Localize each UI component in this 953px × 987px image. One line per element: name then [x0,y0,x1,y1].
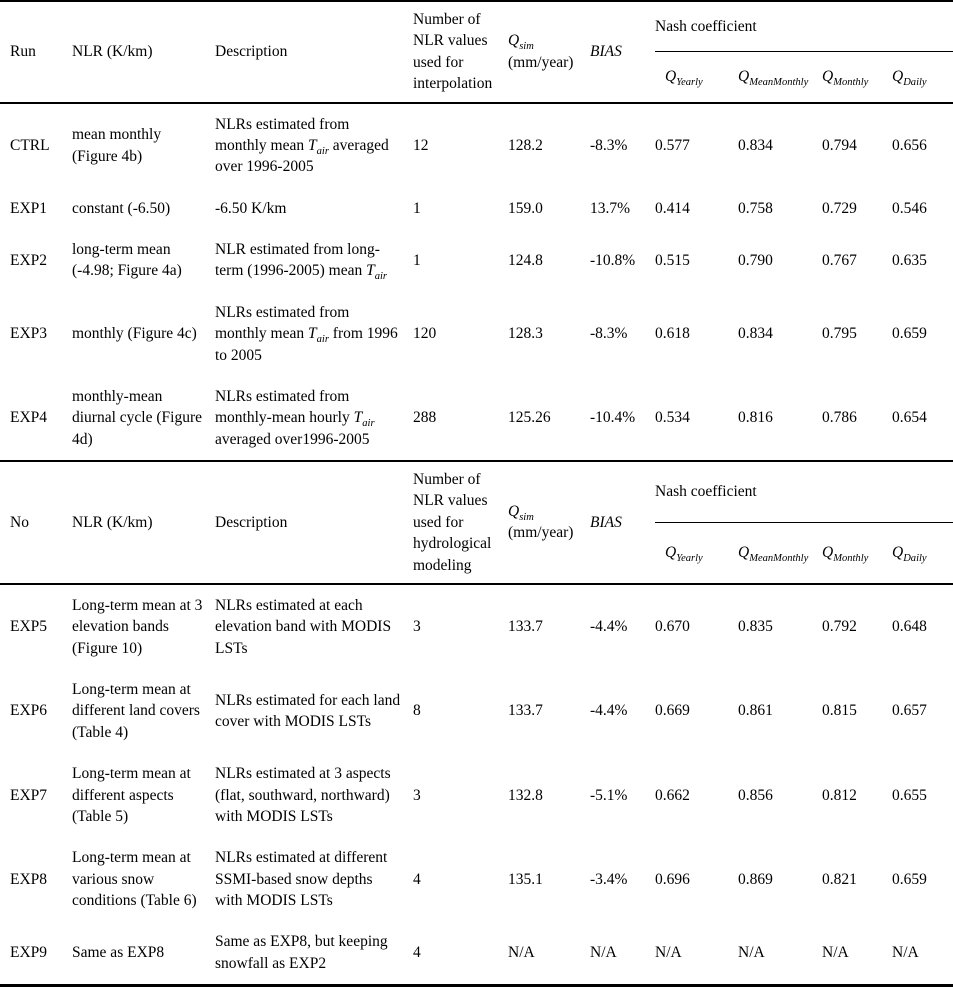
q-monthly-cell: 0.767 [822,251,857,269]
bias-cell: -4.4% [590,702,628,720]
description-cell: NLRs estimated at each elevation band with MODIS LSTs [215,596,392,657]
header-q-monthly: $Q_{Monthly}$ [822,52,892,103]
table-row-exp2 [0,229,953,292]
header-nlr: NLR (K/km) [72,462,215,584]
num-values-cell: 12 [413,136,429,154]
q-monthly-cell: 0.815 [822,702,857,720]
q-daily-cell: 0.656 [892,136,927,154]
description-cell: Same as EXP8, but keeping snowfall as EXP2 [215,933,388,972]
table-row-exp9 [0,921,953,985]
q-daily-cell: 0.657 [892,702,927,720]
nlr-cell: Long-term mean at different aspects (Table 5) [72,765,191,825]
bias-cell: -8.3% [590,136,628,154]
nlr-cell: long-term mean (-4.98; Figure 4a) [72,241,182,280]
description-cell: NLRs estimated from monthly-mean hourly $T_{air}$ averaged over1996-2005 [215,387,375,448]
nlr-cell: Long-term mean at 3 elevation bands (Figure 10) [72,596,203,657]
table-row-exp6 [0,669,953,753]
bias-cell: -10.4% [590,409,636,427]
q-yearly-cell: 0.515 [655,251,690,269]
header-qsim: $Q_{sim}$ (mm/year) [508,462,590,584]
q-meanmonthly-cell: 0.856 [738,786,773,804]
num-values-cell: 3 [413,786,421,804]
table-row-exp3 [0,292,953,376]
q-daily-cell: 0.655 [892,786,927,804]
bias-cell: -3.4% [590,870,628,888]
description-cell: NLRs estimated for each land cover with MODIS LSTs [215,691,401,731]
header-q-meanmonthly: $Q_{MeanMonthly}$ [738,52,822,103]
description-cell: NLRs estimated at 3 aspects (flat, southward, northward) with MODIS LSTs [215,765,391,825]
header-description: Description [215,1,413,103]
nlr-cell: monthly-mean diurnal cycle (Figure 4d) [72,387,202,448]
interpolation-table [0,0,953,462]
run-cell: EXP6 [10,702,48,720]
q-yearly-cell: 0.534 [655,409,690,427]
run-cell: EXP9 [10,944,48,962]
q-meanmonthly-cell: 0.835 [738,618,773,636]
q-meanmonthly-cell: 0.834 [738,136,773,154]
qsim-cell: 124.8 [508,251,543,269]
table-row-ctrl [0,103,953,188]
num-values-cell: 288 [413,409,437,427]
q-meanmonthly-cell: 0.861 [738,702,773,720]
bias-cell: -5.1% [590,786,628,804]
qsim-cell: 159.0 [508,199,543,217]
nlr-cell: Long-term mean at various snow conditions (Table 6) [72,849,197,909]
header-nash-coefficient: Nash coefficient [655,462,953,522]
nlr-cell: Same as EXP8 [72,944,165,962]
description-cell: NLRs estimated from monthly mean $T_{air}$ averaged over 1996-2005 [215,115,389,176]
bias-cell: N/A [590,944,617,962]
header-q-monthly: $Q_{Monthly}$ [822,522,892,584]
qsim-cell: 135.1 [508,870,543,888]
q-yearly-cell: 0.696 [655,870,690,888]
description-cell: -6.50 K/km [215,199,287,217]
nlr-cell: mean monthly (Figure 4b) [72,126,162,165]
q-monthly-cell: 0.812 [822,786,857,804]
q-daily-cell: 0.648 [892,618,927,636]
header-nash-coefficient: Nash coefficient [655,1,953,52]
qsim-cell: N/A [508,944,535,962]
run-cell: EXP1 [10,199,48,217]
q-yearly-cell: 0.414 [655,199,690,217]
description-cell: NLRs estimated from monthly mean $T_{air}$ from 1996 to 2005 [215,303,398,364]
bias-cell: -8.3% [590,325,628,343]
q-yearly-cell: 0.618 [655,325,690,343]
q-monthly-cell: 0.786 [822,409,857,427]
run-cell: EXP2 [10,251,48,269]
header-qsim: $Q_{sim}$ (mm/year) [508,1,590,103]
num-values-cell: 4 [413,944,421,962]
num-values-cell: 1 [413,251,421,269]
header-nlr: NLR (K/km) [72,1,215,103]
q-yearly-cell: 0.670 [655,618,690,636]
header-q-daily: $Q_{Daily}$ [892,52,953,103]
header-q-daily: $Q_{Daily}$ [892,522,953,584]
q-yearly-cell: 0.669 [655,702,690,720]
table-row-exp7 [0,753,953,837]
q-daily-cell: N/A [892,944,919,962]
run-cell: CTRL [10,136,50,154]
run-cell: EXP3 [10,325,48,343]
num-values-cell: 4 [413,870,421,888]
header-q-yearly: $Q_{Yearly}$ [655,52,738,103]
q-yearly-cell: 0.577 [655,136,690,154]
qsim-cell: 125.26 [508,409,551,427]
q-meanmonthly-cell: 0.758 [738,199,773,217]
header-no: No [0,462,72,584]
q-daily-cell: 0.654 [892,409,927,427]
header-num-values: Number of NLR values used for hydrological modeling [413,462,508,584]
qsim-cell: 128.2 [508,136,543,154]
header-run: Run [0,1,72,103]
qsim-cell: 133.7 [508,618,543,636]
run-cell: EXP4 [10,409,48,427]
nlr-cell: constant (-6.50) [72,199,171,217]
q-meanmonthly-cell: 0.790 [738,251,773,269]
qsim-cell: 132.8 [508,786,543,804]
header-q-meanmonthly: $Q_{MeanMonthly}$ [738,522,822,584]
description-cell: NLRs estimated at different SSMI-based snow depths with MODIS LSTs [215,849,388,909]
table-row-exp5 [0,584,953,669]
q-daily-cell: 0.659 [892,870,927,888]
num-values-cell: 120 [413,325,437,343]
header-q-yearly: $Q_{Yearly}$ [655,522,738,584]
q-daily-cell: 0.659 [892,325,927,343]
table-row-exp8 [0,837,953,921]
description-cell: NLR estimated from long-term (1996-2005) mean $T_{air}$ [215,241,388,283]
q-meanmonthly-cell: 0.816 [738,409,773,427]
qsim-cell: 133.7 [508,702,543,720]
header-bias: BIAS [590,1,655,103]
run-cell: EXP5 [10,618,48,636]
q-monthly-cell: 0.729 [822,199,857,217]
table-row-exp1 [0,188,953,229]
num-values-cell: 8 [413,702,421,720]
nlr-cell: Long-term mean at different land covers (Table 4) [72,681,200,741]
bias-cell: -4.4% [590,618,628,636]
bias-cell: 13.7% [590,199,631,217]
num-values-cell: 3 [413,618,421,636]
run-cell: EXP7 [10,786,48,804]
bias-cell: -10.8% [590,251,636,269]
q-yearly-cell: N/A [655,944,682,962]
run-cell: EXP8 [10,870,48,888]
table-row-exp4 [0,376,953,461]
q-yearly-cell: 0.662 [655,786,690,804]
q-meanmonthly-cell: 0.869 [738,870,773,888]
q-meanmonthly-cell: N/A [738,944,765,962]
q-daily-cell: 0.635 [892,251,927,269]
hydrological-table [0,462,953,987]
q-monthly-cell: 0.795 [822,325,857,343]
q-monthly-cell: N/A [822,944,849,962]
header-bias: BIAS [590,462,655,584]
q-monthly-cell: 0.821 [822,870,857,888]
q-meanmonthly-cell: 0.834 [738,325,773,343]
num-values-cell: 1 [413,199,421,217]
header-num-values: Number of NLR values used for interpolation [413,1,508,103]
nlr-cell: monthly (Figure 4c) [72,325,197,343]
qsim-cell: 128.3 [508,325,543,343]
q-monthly-cell: 0.794 [822,136,857,154]
q-daily-cell: 0.546 [892,199,927,217]
header-description: Description [215,462,413,584]
q-monthly-cell: 0.792 [822,618,857,636]
